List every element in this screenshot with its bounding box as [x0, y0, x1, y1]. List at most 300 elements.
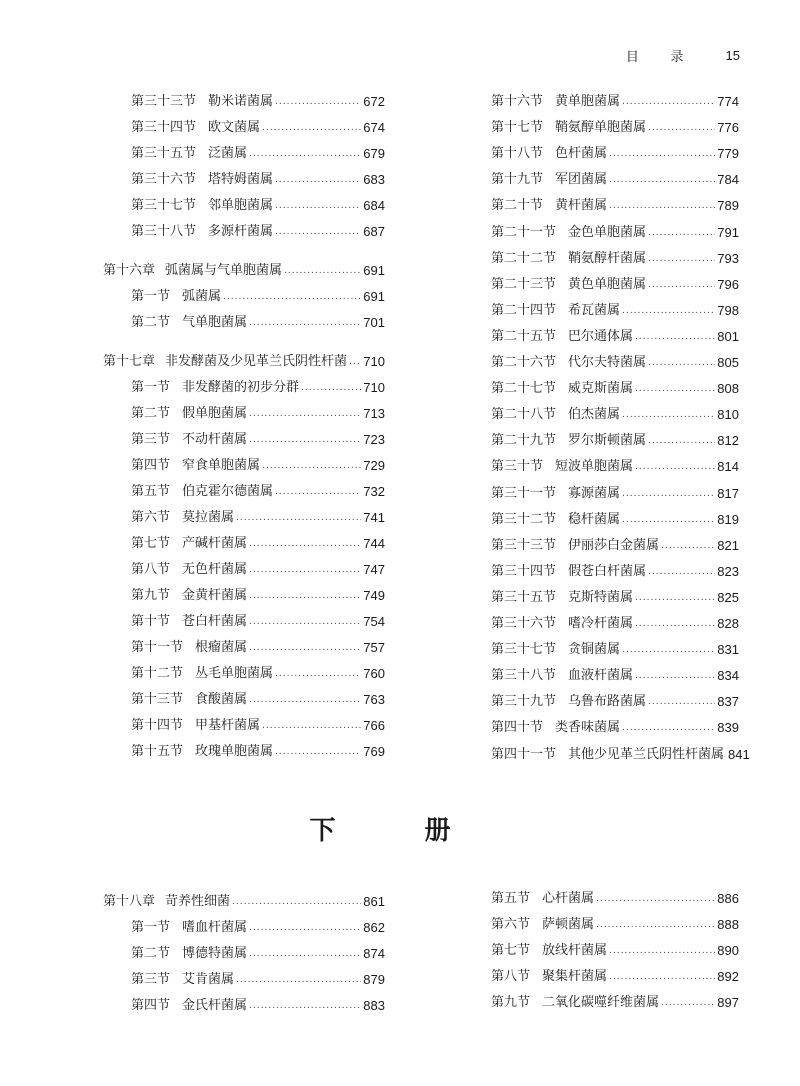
- toc-section-entry: [103, 918, 385, 938]
- entry-number: 第一节: [131, 289, 171, 304]
- dot-leader: [349, 352, 361, 372]
- entry-number: 第三十二节: [491, 511, 557, 527]
- entry-title: 丛毛单胞菌属: [195, 666, 274, 681]
- entry-number: 第三十七节: [491, 642, 557, 658]
- entry-title: 产碱杆菌属: [182, 536, 248, 551]
- dot-leader: [622, 301, 715, 321]
- toc-section-entry: [463, 614, 739, 634]
- entry-page-number: 825: [717, 589, 739, 605]
- dot-leader: [249, 612, 361, 632]
- toc-section-entry: [463, 353, 739, 373]
- dot-leader: [609, 170, 715, 190]
- entry-number: 第十七节: [491, 120, 544, 136]
- toc-chapter-entry: [103, 261, 385, 281]
- toc-section-entry: [463, 588, 739, 608]
- dot-leader: [622, 405, 715, 425]
- entry-number: 第二节: [131, 406, 171, 421]
- entry-number: 第三十六节: [491, 616, 557, 631]
- dot-leader: [275, 92, 361, 112]
- toc-section-entry: [103, 287, 385, 307]
- entry-title: 金氏杆菌属: [182, 998, 248, 1013]
- entry-number: 第十八节: [491, 146, 544, 162]
- entry-page-number: 701: [363, 315, 385, 330]
- entry-title: 莫拉菌属: [182, 510, 235, 525]
- toc-section-entry: [103, 534, 385, 554]
- entry-page-number: 691: [363, 263, 385, 278]
- toc-section-entry: [463, 941, 739, 961]
- toc-section-entry: [103, 118, 385, 138]
- dot-leader: [275, 664, 361, 684]
- dot-leader: [648, 118, 715, 138]
- toc-section-entry: [103, 144, 385, 164]
- entry-number: 第三十七节: [131, 198, 197, 213]
- toc-section-entry: [103, 664, 385, 684]
- entry-number: 第六节: [131, 510, 171, 525]
- entry-number: 第十八章: [103, 894, 156, 909]
- entry-title: 黄杆菌属: [555, 198, 608, 214]
- entry-title: 艾肯菌属: [182, 972, 235, 987]
- dot-leader: [275, 742, 361, 762]
- dot-leader: [609, 967, 715, 987]
- dot-leader: [648, 431, 715, 451]
- entry-title: 伯杰菌属: [568, 407, 621, 423]
- entry-page-number: 760: [363, 666, 385, 681]
- entry-page-number: 796: [717, 276, 739, 292]
- entry-title: 欧文菌属: [208, 120, 261, 135]
- entry-number: 第十二节: [131, 666, 184, 681]
- entry-number: 第十五节: [131, 744, 184, 759]
- entry-page-number: 763: [363, 692, 385, 707]
- entry-page-number: 713: [363, 406, 385, 421]
- entry-title: 贪铜菌属: [568, 642, 621, 658]
- entry-page-number: 886: [717, 891, 739, 906]
- dot-leader: [635, 327, 715, 347]
- dot-leader: [648, 562, 715, 582]
- toc-section-entry: [463, 144, 739, 164]
- dot-leader: [275, 482, 361, 502]
- entry-number: 第一节: [131, 920, 171, 935]
- toc-section-entry: [103, 313, 385, 333]
- entry-title: 无色杆菌属: [182, 562, 248, 577]
- toc-section-entry: [103, 586, 385, 606]
- entry-number: 第四节: [131, 458, 171, 473]
- entry-number: 第三十四节: [131, 120, 197, 135]
- entry-page-number: 749: [363, 588, 385, 603]
- dot-leader: [635, 588, 715, 608]
- dot-leader: [236, 508, 361, 528]
- entry-title: 聚集杆菌属: [542, 969, 608, 984]
- entry-number: 第三十节: [491, 459, 544, 475]
- dot-leader: [275, 196, 361, 216]
- entry-title: 乌鲁布路菌属: [568, 694, 647, 710]
- entry-title: 伯克霍尔德菌属: [182, 484, 274, 499]
- toc-section-entry: [463, 275, 739, 295]
- toc-section-entry: [103, 456, 385, 476]
- entry-page-number: 888: [717, 917, 739, 932]
- toc-section-entry: [103, 404, 385, 424]
- toc-section-entry: [463, 196, 739, 216]
- entry-title: 克斯特菌属: [568, 589, 634, 605]
- toc-section-entry: [103, 482, 385, 502]
- entry-title: 罗尔斯顿菌属: [568, 433, 647, 449]
- entry-title: 金色单胞菌属: [568, 224, 647, 240]
- entry-number: 第四十一节: [491, 746, 557, 762]
- entry-title: 鞘氨醇单胞菌属: [555, 120, 647, 136]
- entry-page-number: 769: [363, 744, 385, 759]
- entry-number: 第二十五节: [491, 328, 557, 344]
- dot-leader: [249, 996, 361, 1016]
- toc-section-entry: [103, 638, 385, 658]
- entry-page-number: 828: [717, 616, 739, 631]
- toc-section-entry: [463, 249, 739, 269]
- entry-title: 假苍白杆菌属: [568, 563, 647, 579]
- entry-title: 类香味菌属: [555, 720, 621, 736]
- entry-title: 气单胞菌属: [182, 315, 248, 330]
- toc-section-entry: [463, 457, 739, 477]
- entry-title: 窄食单胞菌属: [182, 458, 261, 473]
- toc-section-entry: [103, 944, 385, 964]
- entry-page-number: 789: [717, 198, 739, 214]
- dot-leader: [236, 970, 361, 990]
- entry-title: 萨顿菌属: [542, 917, 595, 932]
- entry-number: 第三十三节: [491, 537, 557, 553]
- entry-number: 第二十三节: [491, 276, 557, 292]
- toc-section-entry: [463, 536, 739, 556]
- entry-page-number: 732: [363, 484, 385, 499]
- entry-page-number: 812: [717, 433, 739, 449]
- entry-page-number: 684: [363, 198, 385, 213]
- entry-number: 第三十六节: [131, 172, 197, 187]
- dot-leader: [249, 430, 361, 450]
- entry-page-number: 791: [717, 224, 739, 240]
- dot-leader: [249, 638, 361, 658]
- entry-page-number: 897: [717, 995, 739, 1010]
- dot-leader: [249, 586, 361, 606]
- entry-title: 多源杆菌属: [208, 224, 274, 239]
- dot-leader: [622, 92, 715, 112]
- entry-number: 第二节: [131, 946, 171, 961]
- entry-page-number: 723: [363, 432, 385, 447]
- entry-number: 第三十八节: [491, 668, 557, 684]
- dot-leader: [284, 261, 361, 281]
- toc-section-entry: [103, 508, 385, 528]
- entry-title: 寡源菌属: [568, 485, 621, 501]
- dot-leader: [596, 889, 715, 909]
- entry-page-number: 819: [717, 511, 739, 527]
- dot-leader: [609, 941, 715, 961]
- entry-number: 第二节: [131, 315, 171, 330]
- entry-title: 鞘氨醇杆菌属: [568, 250, 647, 266]
- entry-number: 第三十五节: [491, 589, 557, 605]
- dot-leader: [249, 404, 361, 424]
- dot-leader: [648, 223, 715, 243]
- entry-page-number: 810: [717, 407, 739, 423]
- entry-number: 第二十八节: [491, 407, 557, 423]
- entry-number: 第十一节: [131, 640, 184, 655]
- dot-leader: [661, 993, 715, 1013]
- entry-title: 博德特菌属: [182, 946, 248, 961]
- dot-leader: [262, 716, 361, 736]
- toc-section-entry: [103, 92, 385, 112]
- entry-title: 军团菌属: [555, 172, 608, 188]
- entry-page-number: 741: [363, 510, 385, 525]
- entry-page-number: 801: [717, 328, 739, 344]
- entry-title: 色杆菌属: [555, 146, 608, 162]
- entry-page-number: 879: [363, 972, 385, 987]
- toc-section-entry: [463, 915, 739, 935]
- toc-section-entry: [463, 640, 739, 660]
- entry-number: 第四十节: [491, 720, 544, 736]
- entry-title: 非发酵菌及少见革兰氏阴性杆菌: [165, 354, 348, 369]
- toc-section-entry: [463, 327, 739, 347]
- entry-page-number: 774: [717, 94, 739, 109]
- dot-leader: [648, 275, 715, 295]
- entry-title: 黄单胞菌属: [555, 94, 621, 109]
- dot-leader: [249, 534, 361, 554]
- entry-page-number: 841: [728, 746, 750, 762]
- toc-section-entry: [463, 562, 739, 582]
- dot-leader: [635, 614, 715, 634]
- dot-leader: [648, 249, 715, 269]
- entry-title: 二氧化碳噬纤维菌属: [542, 995, 660, 1010]
- dot-leader: [622, 510, 715, 530]
- header-title: 目 录: [625, 49, 698, 64]
- toc-section-entry: [103, 690, 385, 710]
- entry-number: 第三十九节: [491, 694, 557, 710]
- toc-chapter-entry: [103, 352, 385, 372]
- entry-title: 根瘤菌属: [195, 640, 248, 655]
- entry-page-number: 679: [363, 146, 385, 161]
- entry-page-number: 710: [363, 354, 385, 369]
- entry-number: 第二十七节: [491, 381, 557, 397]
- entry-number: 第八节: [491, 969, 531, 984]
- entry-title: 巴尔通体属: [568, 328, 634, 344]
- toc-section-entry: [463, 405, 739, 425]
- dot-leader: [609, 144, 715, 164]
- entry-title: 黄色单胞菌属: [568, 276, 647, 292]
- entry-number: 第二十二节: [491, 250, 557, 266]
- toc-section-entry: [463, 92, 739, 112]
- toc-section-entry: [463, 666, 739, 686]
- entry-title: 威克斯菌属: [568, 381, 634, 397]
- toc-section-entry: [463, 118, 739, 138]
- entry-title: 不动杆菌属: [182, 432, 248, 447]
- entry-number: 第五节: [491, 891, 531, 906]
- entry-page-number: 817: [717, 485, 739, 501]
- dot-leader: [223, 287, 361, 307]
- entry-number: 第三十四节: [491, 563, 557, 579]
- entry-number: 第三十一节: [491, 485, 557, 501]
- entry-number: 第五节: [131, 484, 171, 499]
- entry-page-number: 808: [717, 381, 739, 397]
- entry-page-number: 744: [363, 536, 385, 551]
- dot-leader: [648, 353, 715, 373]
- entry-title: 塔特姆菌属: [208, 172, 274, 187]
- toc-section-entry: [463, 510, 739, 530]
- entry-page-number: 710: [363, 380, 385, 395]
- toc-section-entry: [463, 223, 739, 243]
- entry-title: 金黄杆菌属: [182, 588, 248, 603]
- entry-number: 第三十三节: [131, 94, 197, 109]
- toc-section-entry: [103, 996, 385, 1016]
- entry-page-number: 687: [363, 224, 385, 239]
- entry-page-number: 890: [717, 943, 739, 958]
- entry-number: 第八节: [131, 562, 171, 577]
- dot-leader: [622, 484, 715, 504]
- toc-section-entry: [103, 222, 385, 242]
- entry-title: 泛菌属: [208, 146, 248, 161]
- dot-leader: [622, 640, 715, 660]
- toc-section-entry: [103, 970, 385, 990]
- entry-number: 第十四节: [131, 718, 184, 733]
- entry-number: 第七节: [491, 943, 531, 958]
- dot-leader: [262, 456, 361, 476]
- entry-page-number: 798: [717, 302, 739, 318]
- entry-title: 甲基杆菌属: [195, 718, 261, 733]
- entry-title: 血液杆菌属: [568, 668, 634, 684]
- entry-title: 放线杆菌属: [542, 943, 608, 958]
- dot-leader: [635, 666, 715, 686]
- entry-page-number: 861: [363, 894, 385, 909]
- toc-section-entry: [463, 379, 739, 399]
- entry-title: 勒米诺菌属: [208, 94, 274, 109]
- toc-section-entry: [103, 196, 385, 216]
- entry-title: 食酸菌属: [195, 692, 248, 707]
- entry-title: 代尔夫特菌属: [568, 355, 647, 370]
- entry-title: 短波单胞菌属: [555, 459, 634, 475]
- entry-number: 第六节: [491, 917, 531, 932]
- entry-number: 第十九节: [491, 172, 544, 188]
- entry-title: 其他少见革兰氏阴性杆菌属: [568, 746, 725, 762]
- toc-section-entry: [103, 378, 385, 398]
- entry-title: 苛养性细菌: [165, 894, 231, 909]
- entry-number: 第三节: [131, 432, 171, 447]
- entry-title: 弧菌属: [182, 289, 222, 304]
- toc-section-entry: [103, 742, 385, 762]
- entry-title: 苍白杆菌属: [182, 614, 248, 629]
- entry-number: 第十节: [131, 614, 171, 629]
- toc-section-entry: [103, 716, 385, 736]
- entry-number: 第一节: [131, 380, 171, 395]
- dot-leader: [249, 944, 361, 964]
- entry-page-number: 672: [363, 94, 385, 109]
- toc-section-entry: [103, 430, 385, 450]
- entry-page-number: 766: [363, 718, 385, 733]
- page-header: [626, 46, 740, 65]
- dot-leader: [275, 170, 361, 190]
- entry-number: 第三十五节: [131, 146, 197, 161]
- dot-leader: [249, 313, 361, 333]
- toc-section-entry: [463, 993, 739, 1013]
- entry-title: 心杆菌属: [542, 891, 595, 906]
- toc-section-entry: [103, 170, 385, 190]
- toc-section-entry: [103, 612, 385, 632]
- entry-page-number: 691: [363, 289, 385, 304]
- entry-page-number: 834: [717, 668, 739, 684]
- toc-section-entry: [463, 431, 739, 451]
- entry-page-number: 779: [717, 146, 739, 162]
- entry-page-number: 793: [717, 250, 739, 266]
- entry-page-number: 805: [717, 355, 739, 370]
- entry-number: 第三节: [131, 972, 171, 987]
- dot-leader: [249, 690, 361, 710]
- entry-page-number: 683: [363, 172, 385, 187]
- entry-number: 第二十节: [491, 198, 544, 214]
- entry-number: 第三十八节: [131, 224, 197, 239]
- entry-number: 第十七章: [103, 354, 156, 369]
- entry-page-number: 754: [363, 614, 385, 629]
- entry-title: 希瓦菌属: [568, 302, 621, 318]
- entry-page-number: 776: [717, 120, 739, 136]
- entry-title: 非发酵菌的初步分群: [182, 380, 300, 395]
- entry-number: 第九节: [131, 588, 171, 603]
- entry-page-number: 729: [363, 458, 385, 473]
- dot-leader: [275, 222, 361, 242]
- dot-leader: [635, 379, 715, 399]
- entry-page-number: 839: [717, 720, 739, 736]
- dot-leader: [249, 918, 361, 938]
- entry-page-number: 862: [363, 920, 385, 935]
- dot-leader: [648, 692, 715, 712]
- entry-page-number: 837: [717, 694, 739, 710]
- entry-title: 邻单胞菌属: [208, 198, 274, 213]
- entry-page-number: 892: [717, 969, 739, 984]
- entry-number: 第二十六节: [491, 355, 557, 370]
- dot-leader: [262, 118, 361, 138]
- toc-section-entry: [463, 745, 750, 765]
- entry-title: 稳杆菌属: [568, 511, 621, 527]
- dot-leader: [609, 196, 715, 216]
- dot-leader: [622, 718, 715, 738]
- entry-number: 第二十四节: [491, 302, 557, 318]
- entry-title: 假单胞菌属: [182, 406, 248, 421]
- toc-section-entry: [463, 692, 739, 712]
- entry-page-number: 757: [363, 640, 385, 655]
- toc-section-entry: [463, 170, 739, 190]
- entry-page-number: 874: [363, 946, 385, 961]
- entry-title: 玫瑰单胞菌属: [195, 744, 274, 759]
- entry-page-number: 784: [717, 172, 739, 188]
- entry-page-number: 823: [717, 563, 739, 579]
- entry-page-number: 674: [363, 120, 385, 135]
- entry-title: 伊丽莎白金菌属: [568, 537, 660, 553]
- entry-number: 第十六节: [491, 94, 544, 109]
- entry-page-number: 747: [363, 562, 385, 577]
- toc-chapter-entry: [103, 892, 385, 912]
- entry-number: 第七节: [131, 536, 171, 551]
- entry-title: 弧菌属与气单胞菌属: [165, 263, 283, 278]
- entry-number: 第十三节: [131, 692, 184, 707]
- dot-leader: [232, 892, 361, 912]
- dot-leader: [249, 560, 361, 580]
- entry-number: 第二十一节: [491, 224, 557, 240]
- toc-section-entry: [463, 301, 739, 321]
- entry-page-number: 883: [363, 998, 385, 1013]
- entry-title: 嗜血杆菌属: [182, 920, 248, 935]
- entry-number: 第四节: [131, 998, 171, 1013]
- dot-leader: [596, 915, 715, 935]
- entry-page-number: 814: [717, 459, 739, 475]
- dot-leader: [635, 457, 715, 477]
- volume-title: 下 册: [309, 816, 491, 846]
- toc-section-entry: [103, 560, 385, 580]
- entry-number: 第十六章: [103, 263, 156, 278]
- toc-section-entry: [463, 718, 739, 738]
- entry-number: 第二十九节: [491, 433, 557, 449]
- dot-leader: [301, 378, 361, 398]
- entry-title: 嗜冷杆菌属: [568, 616, 634, 631]
- dot-leader: [249, 144, 361, 164]
